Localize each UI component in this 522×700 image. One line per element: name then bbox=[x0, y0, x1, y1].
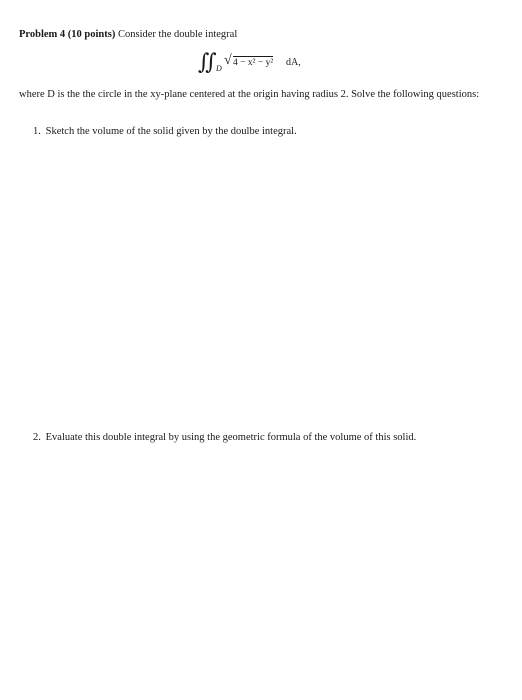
question-item-2 bbox=[33, 431, 416, 444]
double-integral-symbol: ∬ bbox=[198, 49, 211, 74]
problem-title: Problem 4 (10 points) bbox=[19, 29, 116, 40]
radicand: 4 − x² − y² bbox=[233, 58, 274, 68]
integral-region-subscript: D bbox=[216, 64, 222, 73]
problem-header bbox=[19, 28, 237, 41]
question-number: 2. bbox=[33, 432, 41, 443]
question-text: Evaluate this double integral by using the geometric formula of the volume of this solid. bbox=[45, 432, 417, 443]
question-number: 1. bbox=[33, 126, 41, 137]
question-text: Sketch the volume of the solid given by the doulbe integral. bbox=[45, 126, 297, 137]
square-root-symbol: √ bbox=[224, 53, 232, 68]
problem-intro: Consider the double integral bbox=[117, 29, 238, 40]
question-item-1 bbox=[33, 125, 297, 138]
differential-area: dA, bbox=[286, 57, 301, 68]
problem-description: where D is the the circle in the xy-plane centered at the origin having radius 2. Solve the following questions: bbox=[19, 89, 480, 100]
